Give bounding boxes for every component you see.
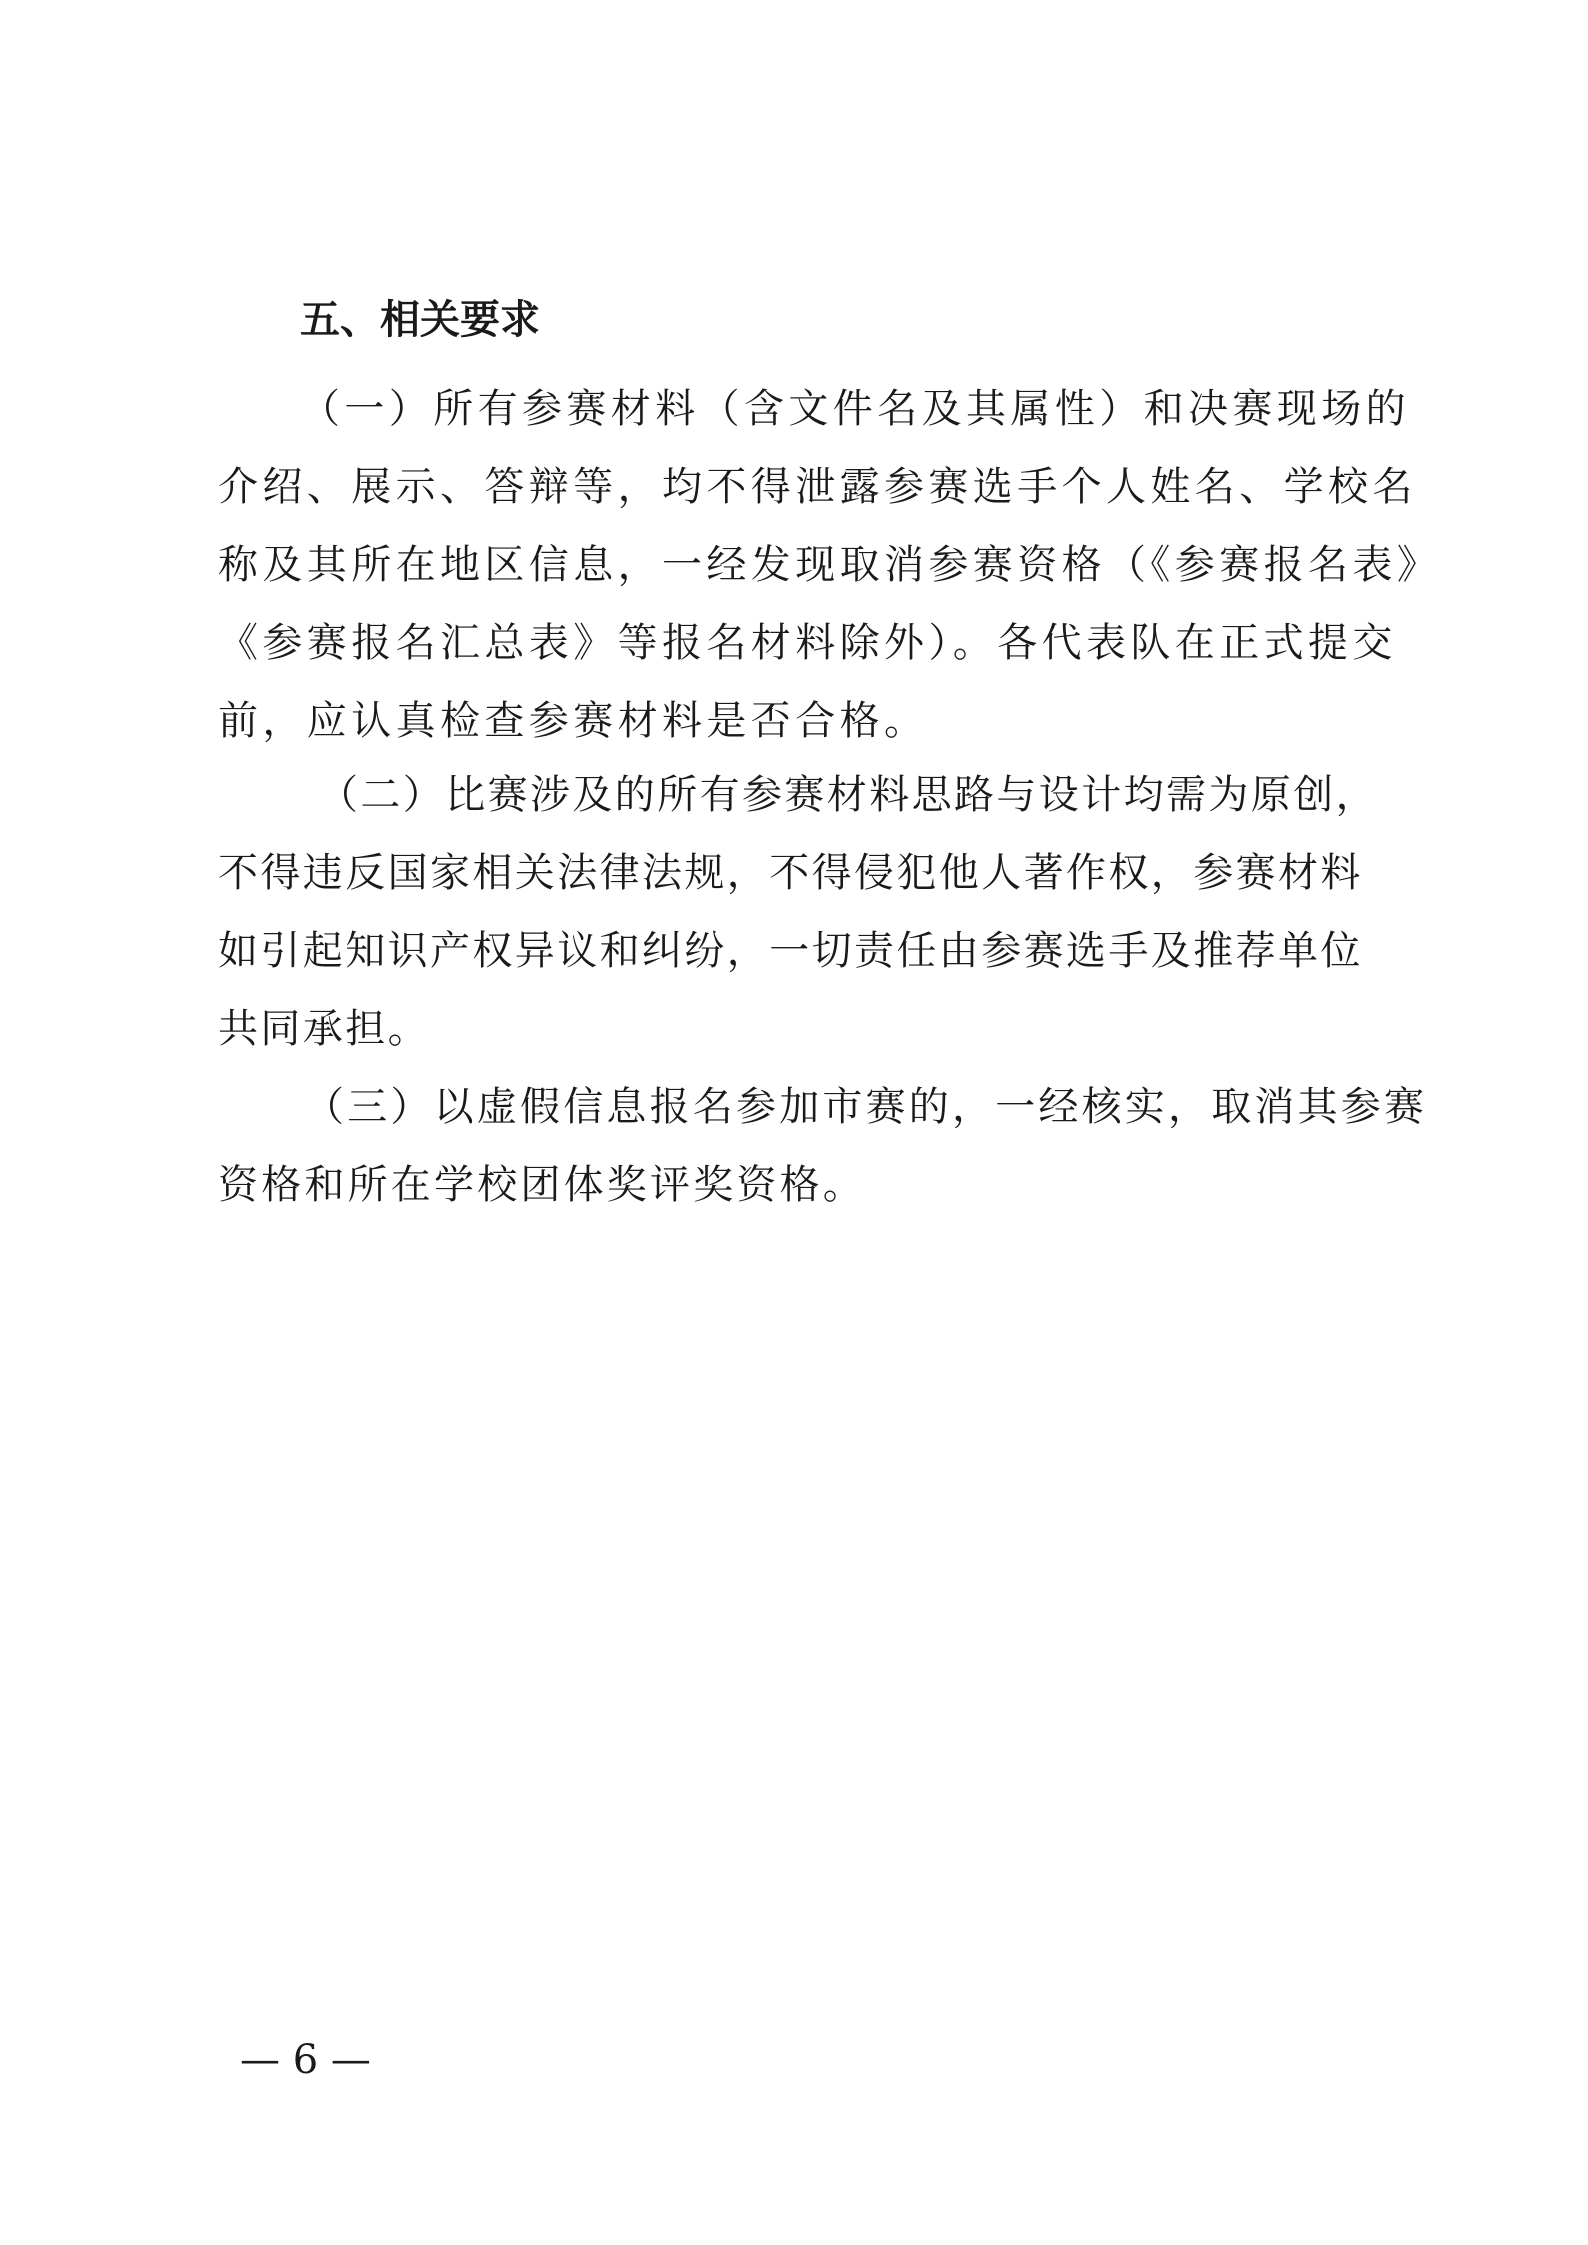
paragraph-line: 介绍、展示、答辩等，均不得泄露参赛选手个人姓名、学校名 [218,464,1417,510]
paragraph-line: （三）以虚假信息报名参加市赛的，一经核实，取消其参赛 [304,1084,1428,1130]
paragraph-line: 不得违反国家相关法律法规，不得侵犯他人著作权，参赛材料 [218,850,1363,896]
paragraph-3 [218,1068,1427,1224]
paragraph-line: （一）所有参赛材料（含文件名及其属性）和决赛现场的 [300,386,1410,432]
paragraph-line: 如引起知识产权异议和纠纷，一切责任由参赛选手及推荐单位 [218,928,1363,974]
paragraph-line: 《参赛报名汇总表》等报名材料除外）。各代表队在正式提交 [218,620,1397,666]
page-number: — 6 — [240,2037,371,2083]
paragraph-line: （二）比赛涉及的所有参赛材料思路与设计均需为原创， [318,772,1378,818]
paragraph-line: 称及其所在地区信息，一经发现取消参赛资格（《参赛报名表》 [218,542,1442,588]
paragraph-1 [218,370,1441,760]
paragraph-line: 共同承担。 [218,1006,430,1052]
paragraph-2 [218,756,1378,1068]
paragraph-line: 资格和所在学校团体奖评奖资格。 [218,1162,866,1208]
section-heading: 五、相关要求 [300,297,540,343]
paragraph-line: 前，应认真检查参赛材料是否合格。 [218,698,929,744]
